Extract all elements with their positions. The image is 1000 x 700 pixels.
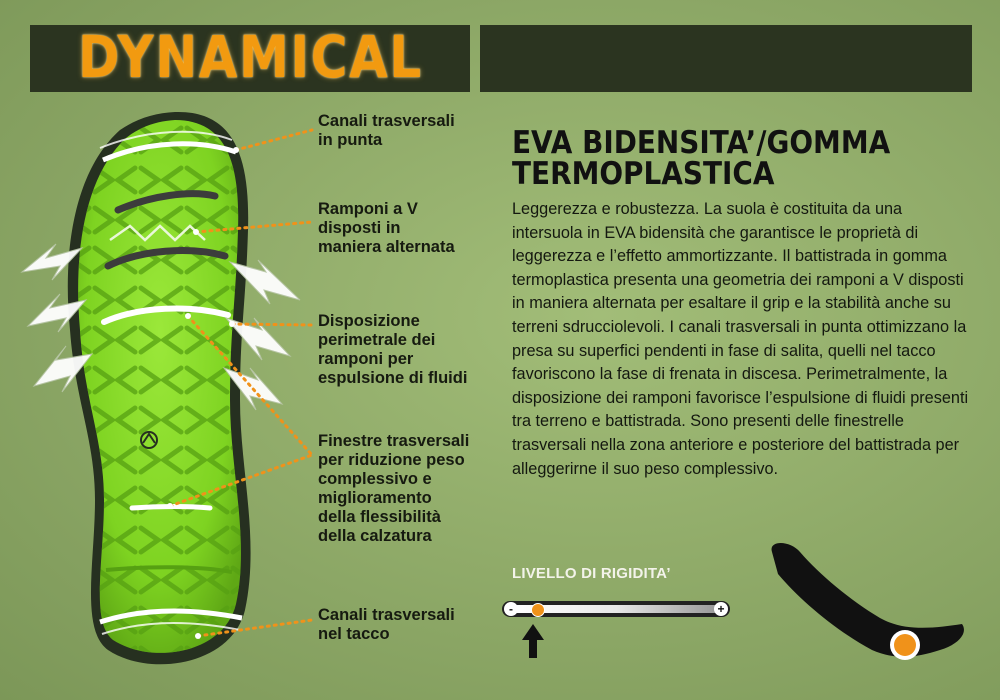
- callout-line: Canali trasversali: [318, 606, 455, 624]
- callout-line: della flessibilità: [318, 508, 441, 526]
- minus-icon: -: [504, 602, 518, 616]
- header-right-panel: [480, 25, 972, 92]
- callout-line: nel tacco: [318, 625, 390, 643]
- description-paragraph: Leggerezza e robustezza. La suola è costituita da una intersuola in EVA bidensità che garantisce le proprietà di leggerezza e l’effetto ammortizzante. Il battistrada in gomma termoplastica presenta una geometria dei ramponi a V disposti in maniera alternata per esaltare il grip e la stabilità anche su terreni sdrucciolevoli. I canali trasversali in punta ottimizzano la presa su superfici pendenti in fase di salita, quelli nel tacco favoriscono la fase di frenata in discesa. Perimetralmente, la disposizione dei ramponi favorisce l’espulsione di fluidi presenti tra terreno e battistrada. Sono presenti delle finestrelle trasversali nella zona anteriore e posteriore del battistrada per alleggerirne il suo peso complessivo.: [512, 200, 969, 478]
- callout-line: miglioramento: [318, 489, 432, 507]
- callout-v-lugs: [318, 200, 455, 257]
- callout-line: in punta: [318, 131, 383, 149]
- callout-line: Ramponi a V: [318, 200, 418, 218]
- callout-line: ramponi per: [318, 350, 414, 368]
- callout-windows: [318, 432, 469, 546]
- callout-heel-channels: [318, 606, 455, 644]
- callout-line: Finestre trasversali: [318, 432, 470, 450]
- rigidity-level-marker: [531, 603, 545, 617]
- rigidity-scale: [502, 601, 730, 617]
- callout-line: maniera alternata: [318, 238, 455, 256]
- brand-title: DYNAMICAL: [78, 23, 423, 91]
- callout-line: complessivo e: [318, 470, 432, 488]
- plus-icon: +: [714, 602, 728, 616]
- callout-perimeter-lugs: [318, 312, 467, 388]
- callout-line: della calzatura: [318, 527, 432, 545]
- leader-toe: [236, 130, 312, 150]
- rigidity-label: LIVELLO DI RIGIDITA’: [512, 565, 671, 582]
- title-line-1: EVA BIDENSITA’/GOMMA: [512, 125, 891, 161]
- callout-line: disposti in: [318, 219, 401, 237]
- rigidity-track: [516, 605, 716, 613]
- callout-line: Canali trasversali: [318, 112, 455, 130]
- title-line-2: TERMOPLASTICA: [512, 156, 775, 192]
- section-title: [512, 125, 935, 192]
- callout-line: per riduzione peso: [318, 451, 465, 469]
- callout-line: perimetrale dei: [318, 331, 436, 349]
- callout-line: Disposizione: [318, 312, 420, 330]
- callout-line: espulsione di fluidi: [318, 369, 468, 387]
- callout-toe-channels: [318, 112, 455, 150]
